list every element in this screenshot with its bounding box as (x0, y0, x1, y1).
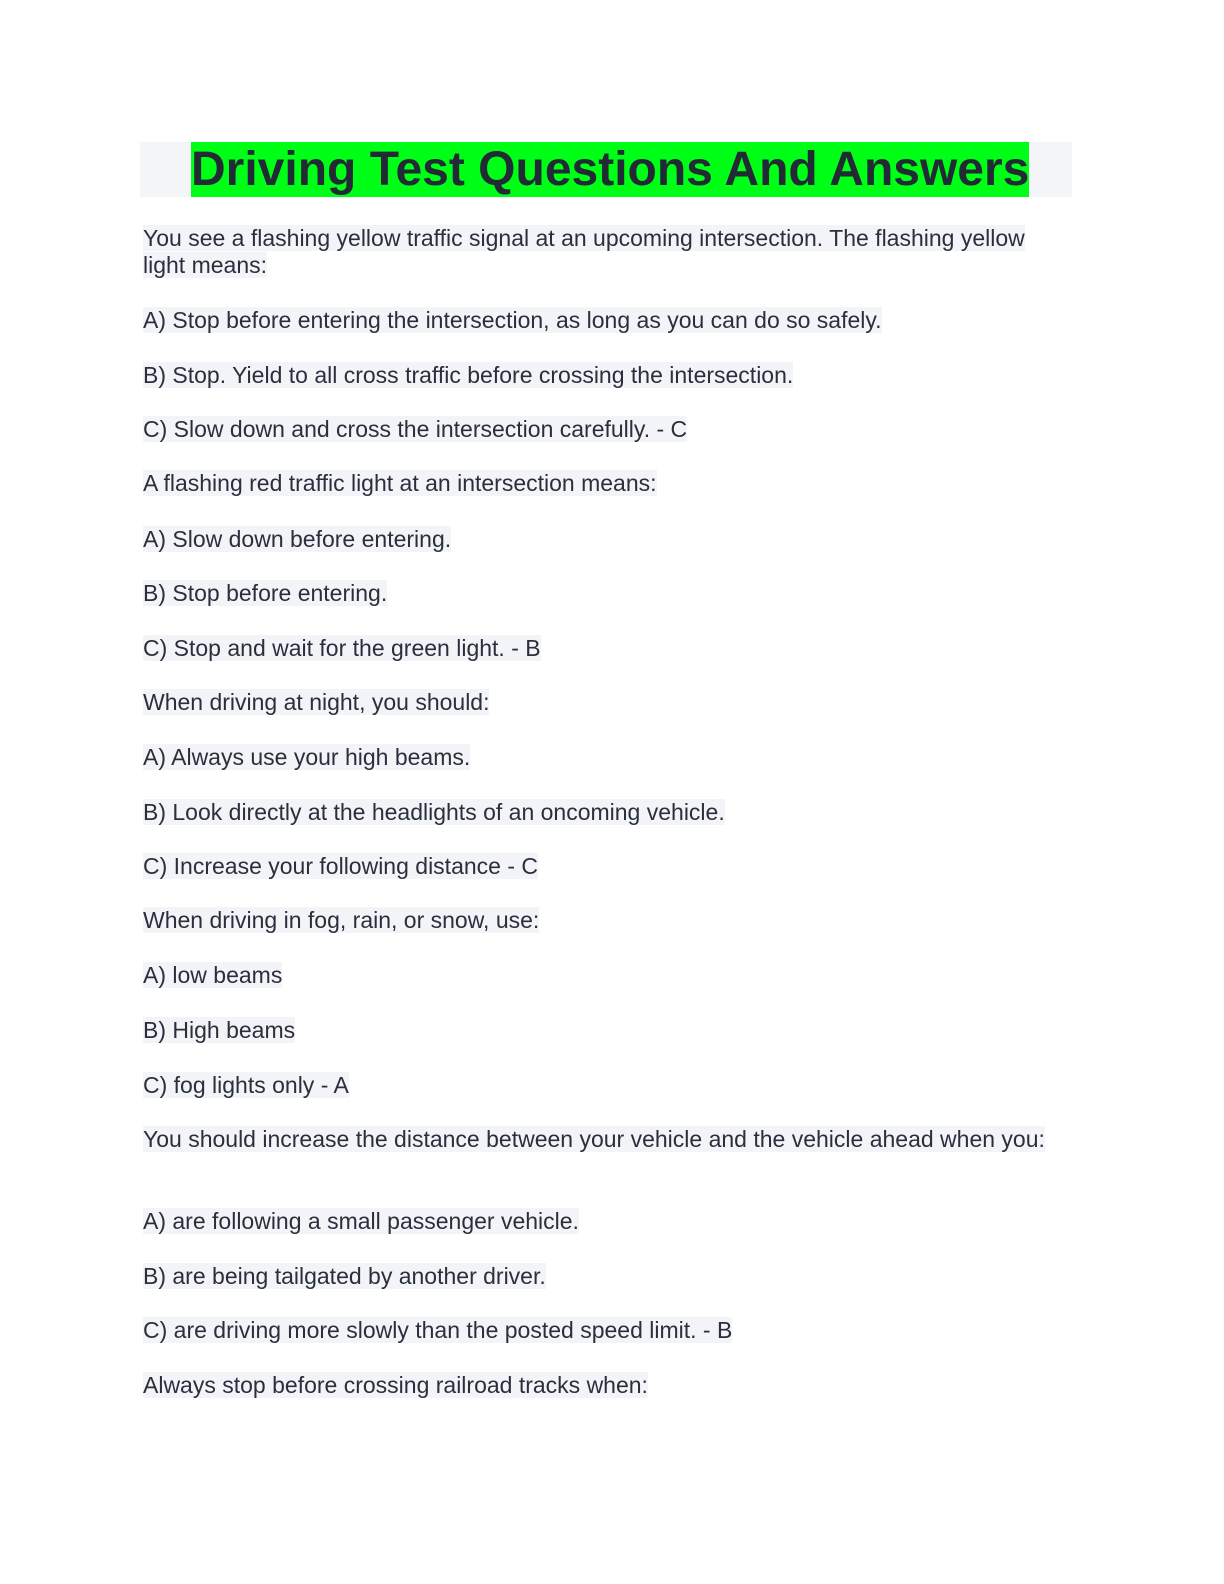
paragraph (143, 1317, 1073, 1344)
paragraph (143, 1208, 1073, 1235)
paragraph (143, 1126, 1073, 1153)
paragraph (143, 962, 1073, 989)
paragraph (143, 907, 1073, 934)
paragraph (143, 799, 1073, 826)
paragraph (143, 416, 1073, 443)
paragraph (143, 362, 1073, 389)
paragraph-text: Always stop before crossing railroad tracks when: (143, 1372, 648, 1398)
paragraph-text: C) Slow down and cross the intersection carefully. - C (143, 416, 688, 442)
paragraph (143, 853, 1073, 880)
paragraph-text: You see a flashing yellow traffic signal at an upcoming intersection. The flashing yellow light means: (143, 225, 1025, 278)
paragraph (143, 225, 1073, 279)
paragraph (143, 1263, 1073, 1290)
paragraph-text: When driving at night, you should: (143, 689, 490, 715)
paragraph-text: C) are driving more slowly than the posted speed limit. - B (143, 1317, 733, 1343)
paragraph (143, 744, 1073, 771)
paragraph (143, 470, 1073, 497)
paragraph (143, 1372, 1073, 1399)
paragraph-text: A) Stop before entering the intersection, as long as you can do so safely. (143, 307, 882, 333)
paragraph-text: C) Increase your following distance - C (143, 853, 538, 879)
paragraph-text: B) Look directly at the headlights of an oncoming vehicle. (143, 799, 725, 825)
paragraph (143, 635, 1073, 662)
paragraph-text: When driving in fog, rain, or snow, use: (143, 907, 540, 933)
paragraph (143, 689, 1073, 716)
paragraph-text: A flashing red traffic light at an intersection means: (143, 470, 657, 496)
paragraph-text: A) are following a small passenger vehicle. (143, 1208, 579, 1234)
paragraph-text: C) Stop and wait for the green light. - B (143, 635, 541, 661)
paragraph-text: A) Slow down before entering. (143, 526, 452, 552)
paragraph-text: B) Stop before entering. (143, 580, 388, 606)
paragraph-text: C) fog lights only - A (143, 1072, 349, 1098)
paragraph-text: B) High beams (143, 1017, 296, 1043)
document-title: Driving Test Questions And Answers (191, 143, 1030, 196)
paragraph (143, 1072, 1073, 1099)
paragraph (143, 526, 1073, 553)
paragraph (143, 580, 1073, 607)
paragraph-text: B) Stop. Yield to all cross traffic before crossing the intersection. (143, 362, 794, 388)
paragraph-text: A) Always use your high beams. (143, 744, 471, 770)
paragraph (143, 307, 1073, 334)
paragraph-text: You should increase the distance between your vehicle and the vehicle ahead when you: (143, 1126, 1045, 1152)
paragraph (143, 1017, 1073, 1044)
paragraph-text: B) are being tailgated by another driver. (143, 1263, 546, 1289)
paragraph-text: A) low beams (143, 962, 283, 988)
